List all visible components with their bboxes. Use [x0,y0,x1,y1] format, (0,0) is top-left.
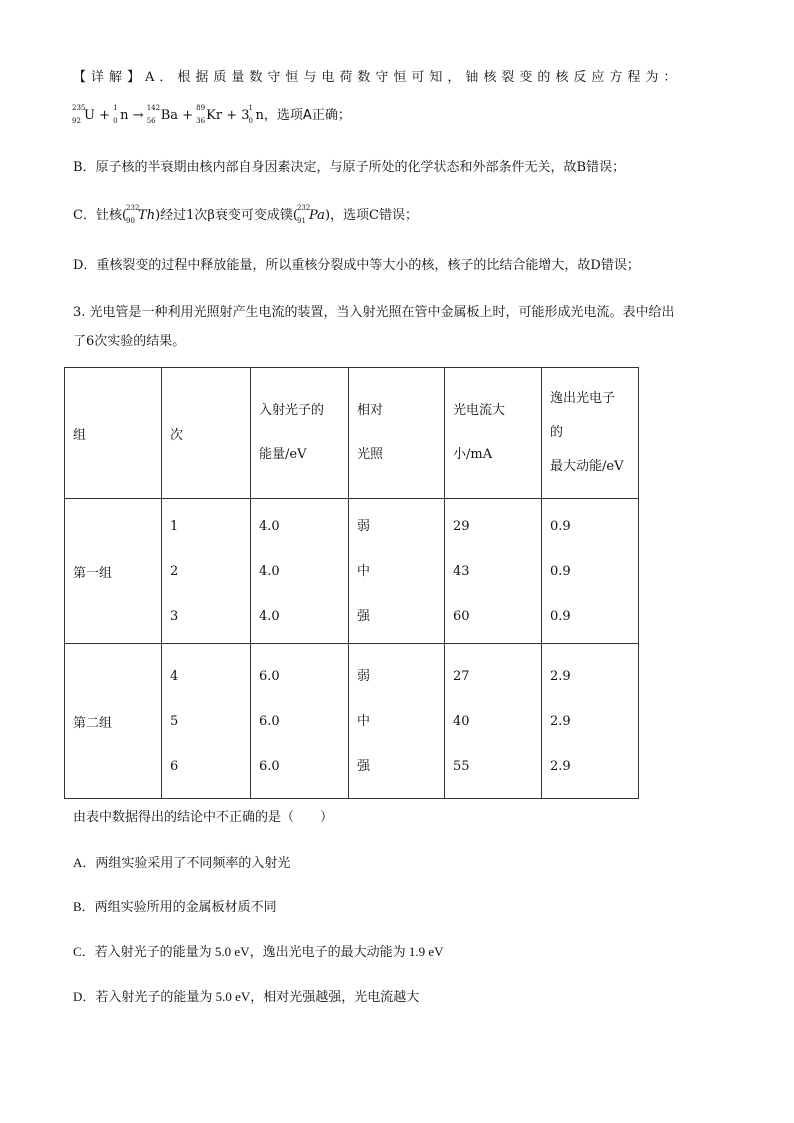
light-cell: 弱 中 强 [349,499,445,644]
table-header-row [65,368,639,499]
light-cell: 弱 中 强 [349,644,445,799]
trial-cell: 4 5 6 [162,644,251,799]
nuclide-n2: 1 0 n [248,104,264,125]
current-cell: 29 43 60 [445,499,542,644]
header-light: 相对 光照 [349,368,445,499]
option-d[interactable]: D．若入射光子的能量为 5.0 eV，相对光强越强，光电流越大 [73,989,420,1004]
nuclide-u: 235 92 U [72,104,95,125]
group-name: 第二组 [65,644,162,799]
energy-cell: 6.0 6.0 6.0 [251,644,349,799]
option-c[interactable]: C．若入射光子的能量为 5.0 eV，逸出光电子的最大动能为 1.9 eV [73,944,444,959]
table-row-group2 [65,644,639,799]
detail-heading: 【详解】A．根据质量数守恒与电荷数守恒可知，铀核裂变的核反应方程为： [73,70,682,85]
option-a[interactable]: A．两组实验采用了不同频率的入射光 [73,855,291,870]
nuclide-n: 1 0 n [113,104,129,125]
detail-option-b: B．原子核的半衰期由核内部自身因素决定，与原子所处的化学状态和外部条件无关，故B错误； [73,160,626,175]
current-cell: 27 40 55 [445,644,542,799]
option-b[interactable]: B．两组实验所用的金属板材质不同 [73,899,277,914]
header-energy: 入射光子的 能量/eV [251,368,349,499]
ke-cell: 2.9 2.9 2.9 [542,644,639,799]
table-row-group1 [65,499,639,644]
group-name: 第一组 [65,499,162,644]
trial-cell: 1 2 3 [162,499,251,644]
nuclide-ba: 142 56 Ba [146,104,178,125]
header-kinetic-energy: 逸出光电子 的 最大动能/eV [542,368,639,499]
question-stem-line1: 3. 光电管是一种利用光照射产生电流的装置，当入射光照在管中金属板上时，可能形成光电流。表中给出 [73,305,675,320]
ke-cell: 0.9 0.9 0.9 [542,499,639,644]
question-prompt: 由表中数据得出的结论中不正确的是（ ） [73,810,334,825]
header-group: 组 [65,368,162,499]
nuclide-kr: 89 36 Kr [196,104,223,125]
question-stem-line2: 了6次实验的结果。 [73,334,186,349]
header-current: 光电流大 小/mA [445,368,542,499]
detail-option-d: D．重核裂变的过程中释放能量，所以重核分裂成中等大小的核，核子的比结合能增大，故D错误； [73,258,640,273]
header-trial: 次 [162,368,251,499]
nuclide-pa: 232 91 Pa [297,204,325,225]
energy-cell: 4.0 4.0 4.0 [251,499,349,644]
nuclide-th: 232 90 Th [126,204,156,225]
fission-equation: 235 92 U + 1 0 n → 142 56 Ba + 89 36 Kr + 3 1 0 n，选项A正确； [72,104,351,125]
results-table [64,367,639,799]
detail-option-c: C．钍核( 232 90 Th)经过1次β衰变可变成镤( 232 91 Pa)，选项C错误； [73,204,418,225]
